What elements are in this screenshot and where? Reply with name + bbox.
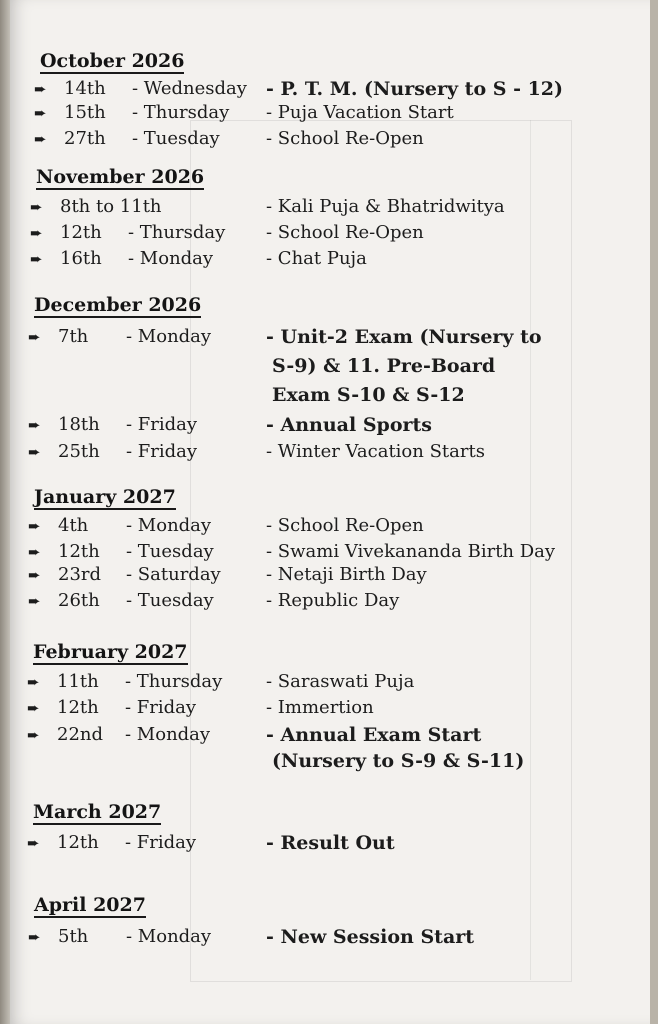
date-label: 15th (64, 102, 106, 123)
month-heading: December 2026 (34, 294, 202, 316)
weekday-label: - Thursday (132, 102, 230, 123)
calendar-row (0, 355, 640, 381)
event-label: - Saraswati Puja (266, 671, 415, 692)
event-label: - Puja Vacation Start (266, 102, 454, 123)
arrow-bullet-icon: ➨ (28, 543, 41, 561)
arrow-bullet-icon: ➨ (28, 928, 41, 946)
calendar-row (0, 671, 640, 697)
arrow-bullet-icon: ➨ (28, 443, 41, 461)
event-label: - Result Out (266, 832, 395, 854)
weekday-label: - Thursday (128, 222, 226, 243)
weekday-label: - Monday (128, 248, 214, 269)
calendar-row (0, 384, 640, 410)
date-label: 4th (58, 515, 89, 536)
date-label: 26th (58, 590, 100, 611)
weekday-label: - Friday (126, 441, 198, 462)
arrow-bullet-icon: ➨ (30, 198, 43, 216)
event-label: - Republic Day (266, 590, 400, 611)
arrow-bullet-icon: ➨ (28, 328, 41, 346)
event-label: (Nursery to S-9 & S-11) (272, 750, 525, 772)
event-label: - Annual Sports (266, 414, 432, 436)
calendar-row (0, 926, 640, 952)
month-heading: February 2027 (33, 641, 188, 663)
month-heading: March 2027 (33, 801, 162, 823)
event-label: - Swami Vivekananda Birth Day (266, 541, 556, 562)
event-label: - Annual Exam Start (266, 724, 482, 746)
date-label: 16th (60, 248, 102, 269)
calendar-row (0, 222, 640, 248)
date-label: 18th (58, 414, 100, 435)
event-label: - Kali Puja & Bhatridwitya (266, 196, 505, 217)
arrow-bullet-icon: ➨ (30, 224, 43, 242)
weekday-label: - Friday (126, 414, 198, 435)
calendar-row (0, 515, 640, 541)
date-label: 11th (57, 671, 99, 692)
calendar-row (0, 750, 640, 776)
date-label: 23rd (58, 564, 102, 585)
month-heading: January 2027 (34, 486, 176, 508)
date-label: 12th (57, 697, 99, 718)
calendar-row (0, 78, 640, 104)
event-label: - Netaji Birth Day (266, 564, 427, 585)
arrow-bullet-icon: ➨ (28, 592, 41, 610)
calendar-row (0, 414, 640, 440)
weekday-label: - Saturday (126, 564, 221, 585)
weekday-label: - Monday (126, 326, 212, 347)
weekday-label: - Friday (125, 697, 197, 718)
arrow-bullet-icon: ➨ (34, 80, 47, 98)
date-label: 12th (60, 222, 102, 243)
weekday-label: - Thursday (125, 671, 223, 692)
event-label: - Unit-2 Exam (Nursery to (266, 326, 542, 348)
calendar-row (0, 832, 640, 858)
arrow-bullet-icon: ➨ (28, 566, 41, 584)
date-label: 25th (58, 441, 100, 462)
date-label: 8th to 11th (60, 196, 162, 217)
arrow-bullet-icon: ➨ (27, 726, 40, 744)
weekday-label: - Monday (126, 926, 212, 947)
event-label: S-9) & 11. Pre-Board (272, 355, 496, 377)
arrow-bullet-icon: ➨ (28, 416, 41, 434)
calendar-row (0, 102, 640, 128)
arrow-bullet-icon: ➨ (27, 673, 40, 691)
event-label: - School Re-Open (266, 222, 424, 243)
calendar-row (0, 564, 640, 590)
arrow-bullet-icon: ➨ (34, 130, 47, 148)
weekday-label: - Friday (125, 832, 197, 853)
arrow-bullet-icon: ➨ (34, 104, 47, 122)
month-heading: October 2026 (40, 50, 185, 72)
calendar-row (0, 196, 640, 222)
date-label: 5th (58, 926, 89, 947)
event-label: - School Re-Open (266, 128, 424, 149)
date-label: 12th (58, 541, 100, 562)
weekday-label: - Tuesday (126, 541, 214, 562)
event-label: Exam S-10 & S-12 (272, 384, 465, 406)
event-label: - New Session Start (266, 926, 475, 948)
event-label: - P. T. M. (Nursery to S - 12) (266, 78, 564, 100)
month-heading: April 2027 (34, 894, 146, 916)
arrow-bullet-icon: ➨ (30, 250, 43, 268)
weekday-label: - Monday (125, 724, 211, 745)
calendar-row (0, 724, 640, 750)
calendar-row (0, 128, 640, 154)
calendar-row (0, 441, 640, 467)
weekday-label: - Monday (126, 515, 212, 536)
date-label: 14th (64, 78, 106, 99)
date-label: 22nd (57, 724, 104, 745)
arrow-bullet-icon: ➨ (27, 834, 40, 852)
date-label: 12th (57, 832, 99, 853)
event-label: - Chat Puja (266, 248, 367, 269)
month-heading: November 2026 (36, 166, 205, 188)
weekday-label: - Tuesday (126, 590, 214, 611)
weekday-label: - Tuesday (132, 128, 220, 149)
calendar-row (0, 697, 640, 723)
arrow-bullet-icon: ➨ (28, 517, 41, 535)
arrow-bullet-icon: ➨ (27, 699, 40, 717)
date-label: 27th (64, 128, 106, 149)
event-label: - Winter Vacation Starts (266, 441, 485, 462)
calendar-row (0, 248, 640, 274)
date-label: 7th (58, 326, 89, 347)
calendar-row (0, 590, 640, 616)
event-label: - Immertion (266, 697, 374, 718)
calendar-row (0, 326, 640, 352)
event-label: - School Re-Open (266, 515, 424, 536)
weekday-label: - Wednesday (132, 78, 247, 99)
